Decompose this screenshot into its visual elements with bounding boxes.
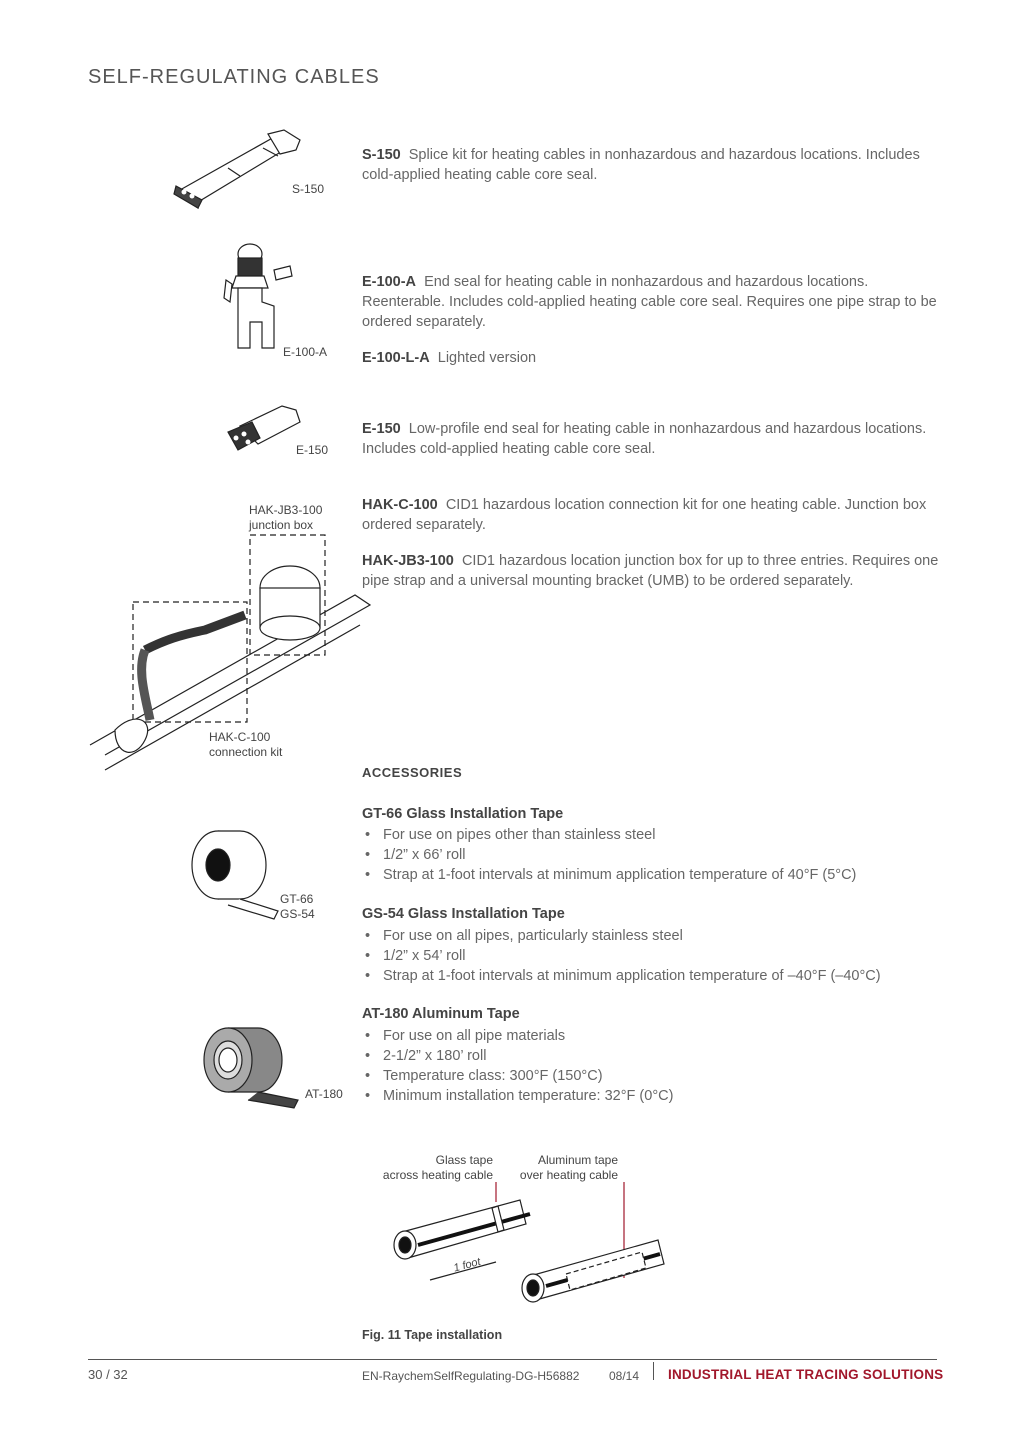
e150-text: Low-profile end seal for heating cable in nonhazardous and hazardous locations. Includes cold-applied heating cable core seal. — [362, 421, 927, 457]
at180-bullets — [362, 1026, 673, 1106]
hak-c100-text: CID1 hazardous location connection kit for one heating cable. Junction box ordered separately. — [362, 497, 927, 533]
document-code: EN-RaychemSelfRegulating-DG-H56882 — [362, 1369, 580, 1383]
hak-c100-description — [362, 495, 952, 535]
s150-description — [362, 145, 952, 185]
hak-c100-label — [209, 730, 282, 760]
footer-separator — [653, 1362, 654, 1380]
s150-label: S-150 — [292, 182, 325, 196]
e100a-description — [362, 272, 952, 332]
hak-jb3-description — [362, 551, 952, 591]
hak-c100-label-line1: HAK-C-100 — [209, 730, 271, 744]
glass-tape-label — [280, 892, 315, 922]
aluminum-tape-callout-line1: Aluminum tape — [537, 1153, 618, 1167]
hak-c100-label-line2: connection kit — [209, 745, 283, 759]
list-item: • Strap at 1-foot intervals at minimum application temperature of –40°F (–40°C) — [362, 966, 881, 986]
e100la-text: Lighted version — [437, 350, 537, 366]
e100la-description — [362, 348, 952, 368]
e100a-text: End seal for heating cable in nonhazardous and hazardous locations. Reenterable. Includes cold-applied heating cable core seal. Requires one pipe strap to be ordered separately. — [362, 274, 937, 330]
e100a-label: E-100-A — [283, 345, 328, 359]
e100la-code: E-100-L-A — [362, 350, 430, 366]
list-item: • 1/2” x 54’ roll — [362, 946, 881, 966]
list-item: • Temperature class: 300°F (150°C) — [362, 1066, 673, 1086]
gt66-label: GT-66 — [280, 892, 314, 906]
gs54-bullets — [362, 926, 881, 986]
document-date: 08/14 — [609, 1369, 640, 1383]
list-item: • For use on all pipes, particularly stainless steel — [362, 926, 881, 946]
tape-installation-figure — [380, 1180, 680, 1320]
list-item: • 2-1/2” x 180’ roll — [362, 1046, 673, 1066]
one-foot-dimension: 1 foot — [452, 1255, 482, 1275]
hak-jb3-code: HAK-JB3-100 — [362, 553, 454, 569]
page-title: SELF-REGULATING CABLES — [88, 66, 380, 88]
list-item: • For use on pipes other than stainless steel — [362, 825, 856, 845]
s150-code: S-150 — [362, 147, 401, 163]
hak-jb3-label-line1: HAK-JB3-100 — [249, 503, 323, 517]
gt66-heading: GT-66 Glass Installation Tape — [362, 806, 564, 822]
e150-label: E-150 — [296, 443, 329, 457]
at180-label: AT-180 — [305, 1087, 343, 1101]
hak-jb3-label-line2: junction box — [249, 518, 314, 532]
e150-code: E-150 — [362, 421, 401, 437]
list-item: • Minimum installation temperature: 32°F (0°C) — [362, 1086, 673, 1106]
aluminum-tape-callout — [510, 1153, 618, 1183]
glass-tape-roll-image — [188, 823, 283, 923]
hak-jb3-label — [249, 503, 322, 533]
list-item: • Strap at 1-foot intervals at minimum application temperature of 40°F (5°C) — [362, 865, 856, 885]
list-item: • 1/2” x 66’ roll — [362, 845, 856, 865]
hak-c100-code: HAK-C-100 — [362, 497, 438, 513]
brand-tagline: INDUSTRIAL HEAT TRACING SOLUTIONS — [668, 1367, 944, 1382]
e100a-code: E-100-A — [362, 274, 416, 290]
s150-splice-kit-image — [168, 128, 308, 213]
at180-heading: AT-180 Aluminum Tape — [362, 1006, 520, 1022]
list-item: • For use on all pipe materials — [362, 1026, 673, 1046]
e150-end-seal-image — [222, 402, 307, 457]
glass-tape-callout-line1: Glass tape — [435, 1153, 493, 1167]
e100a-end-seal-image — [212, 240, 302, 355]
e150-description — [362, 419, 952, 459]
gt66-bullets — [362, 825, 856, 885]
accessories-title: ACCESSORIES — [362, 765, 463, 780]
figure-caption: Fig. 11 Tape installation — [362, 1328, 503, 1342]
footer-divider — [88, 1359, 937, 1360]
gs54-heading: GS-54 Glass Installation Tape — [362, 906, 565, 922]
hak-jb3-text: CID1 hazardous location junction box for up to three entries. Requires one pipe strap and a universal mounting bracket (UMB) to be ordered separately. — [362, 553, 939, 589]
glass-tape-callout — [372, 1153, 493, 1183]
gs54-label: GS-54 — [280, 907, 315, 921]
glass-tape-callout-line2: across heating cable — [382, 1168, 493, 1182]
aluminum-tape-callout-line2: over heating cable — [519, 1168, 618, 1182]
s150-text: Splice kit for heating cables in nonhazardous and hazardous locations. Includes cold-applied heating cable core seal. — [362, 147, 920, 183]
page-number: 30 / 32 — [88, 1367, 128, 1382]
aluminum-tape-roll-image — [198, 1020, 303, 1110]
